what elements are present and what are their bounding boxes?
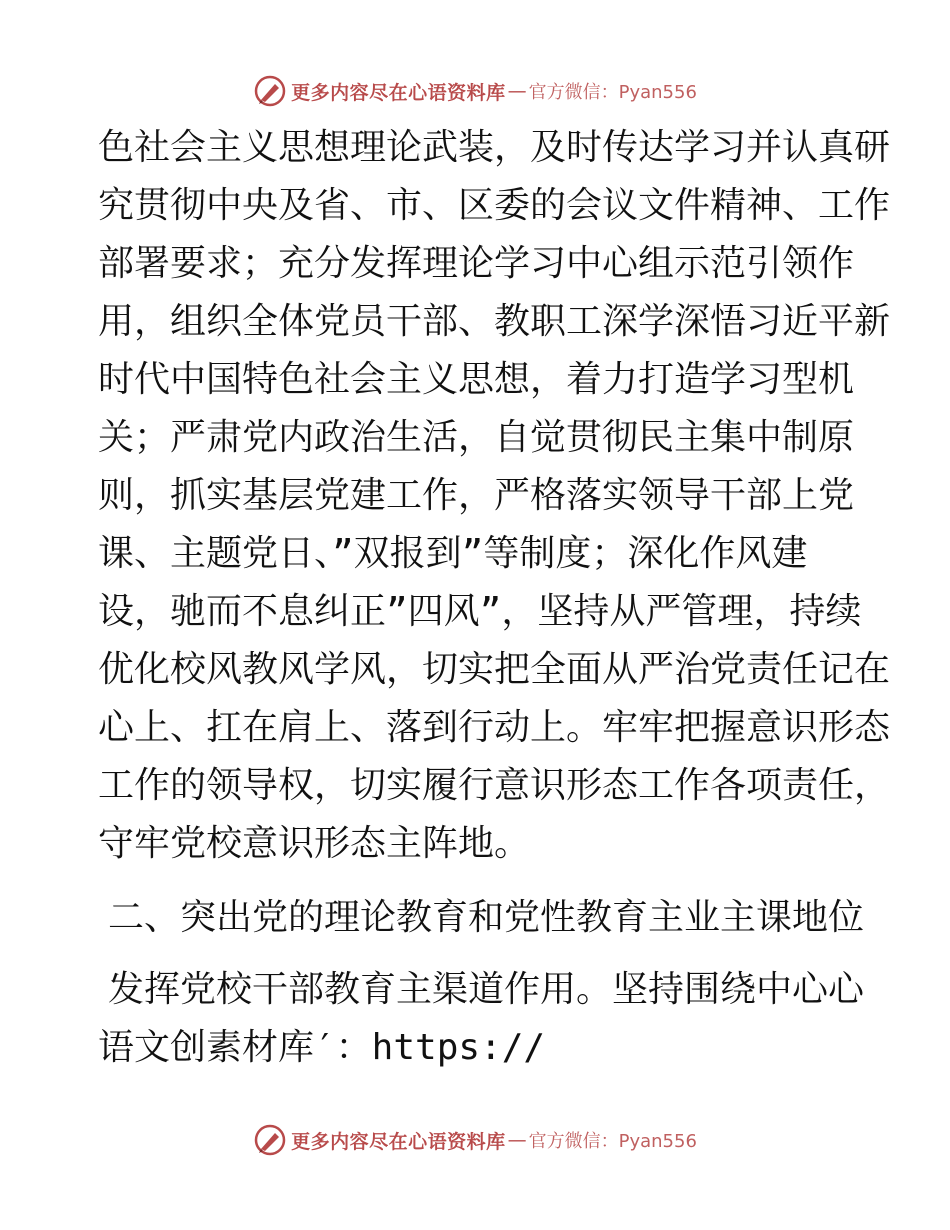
paragraph-line: 究贯彻中央及省、市、区委的会议文件精神、工作	[98, 185, 891, 226]
banner-title: 更多内容尽在心语资料库	[291, 81, 506, 104]
paragraph-line: 用，组织全体党员干部、教职工深学深悟习近平新	[98, 301, 891, 342]
paragraph-line: 工作的领导权，切实履行意识形态工作各项责任，	[98, 765, 891, 806]
banner-wechat: 官方微信：Pyan556	[528, 82, 697, 103]
paragraph-line: 发挥党校干部教育主渠道作用。坚持围绕中心心	[108, 969, 865, 1010]
paragraph-line: 语文创素材库′：https://	[98, 1027, 546, 1068]
paragraph-line: 关；严肃党内政治生活，自觉贯彻民主集中制原	[98, 417, 855, 458]
paragraph-line: 优化校风教风学风，切实把全面从严治党责任记在	[98, 649, 891, 690]
banner-separator: —	[507, 1129, 527, 1151]
banner-wechat: 官方微信：Pyan556	[528, 1131, 697, 1152]
pen-logo-icon	[253, 1123, 287, 1157]
paragraph-line: 则，抓实基层党建工作，严格落实领导干部上党	[98, 475, 855, 516]
paragraph-line: 色社会主义思想理论武装，及时传达学习并认真研	[98, 127, 891, 168]
section-heading: 二、突出党的理论教育和党性教育主业主课地位	[108, 897, 865, 938]
paragraph-line: 时代中国特色社会主义思想，着力打造学习型机	[98, 359, 855, 400]
footer-banner	[0, 1120, 950, 1160]
banner-separator: —	[507, 80, 527, 102]
header-banner	[0, 71, 950, 111]
paragraph-line: 守牢党校意识形态主阵地。	[98, 823, 531, 864]
paragraph-line: 设，驰而不息纠正”四风”，坚持从严管理，持续	[98, 591, 862, 632]
paragraph-line: 部署要求；充分发挥理论学习中心组示范引领作	[98, 243, 855, 284]
paragraph-line: 心上、扛在肩上、落到行动上。牢牢把握意识形态	[98, 707, 891, 748]
document-body	[98, 119, 891, 1077]
paragraph-line: 课、主题党日、”双报到”等制度；深化作风建	[98, 533, 808, 574]
pen-logo-icon	[253, 74, 287, 108]
banner-title: 更多内容尽在心语资料库	[291, 1130, 506, 1153]
